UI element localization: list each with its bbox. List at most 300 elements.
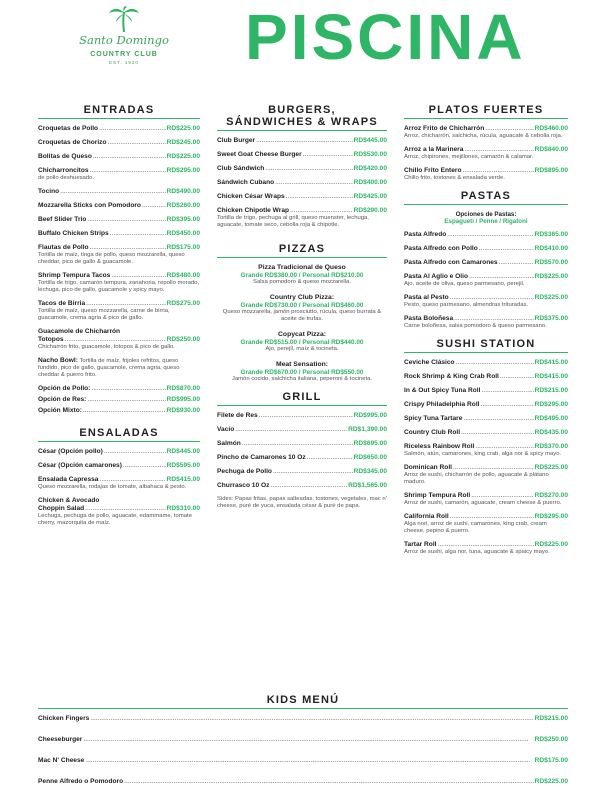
- menu-item-row: [38, 244, 200, 252]
- leader-dots: [454, 315, 534, 323]
- leader-dots: [500, 373, 534, 381]
- menu-item-price: RD$530.00: [353, 151, 387, 158]
- leader-dots: [242, 440, 353, 448]
- menu-item: [38, 462, 200, 470]
- menu-item: [38, 216, 200, 224]
- leader-dots: [485, 125, 533, 133]
- leader-dots: [87, 216, 165, 224]
- menu-item-desc: Carne boloñesa, salsa pomodoro & queso parmesano.: [404, 323, 547, 329]
- menu-item-row: [404, 146, 568, 154]
- section-divider: [38, 708, 568, 709]
- menu-item: [38, 230, 200, 238]
- menu-item-price: RD$410.00: [534, 245, 568, 252]
- platos-list: [404, 125, 568, 182]
- leader-dots: [456, 359, 534, 367]
- section-title-kids: KIDS MENÚ: [266, 694, 340, 706]
- menu-item-price: RD$290.00: [353, 207, 387, 214]
- pizza-item: [217, 264, 387, 286]
- section-title-ensaladas: ENSALADAS: [79, 427, 159, 439]
- menu-item-name: Chicken Fingers: [38, 715, 90, 722]
- section-title-platos: PLATOS FUERTES: [428, 104, 544, 116]
- menu-item-row: [38, 300, 200, 308]
- pastas-list: [404, 231, 568, 330]
- menu-item: [404, 146, 568, 161]
- leader-dots: [108, 139, 166, 147]
- menu-item-price: RD$480.00: [166, 272, 200, 279]
- menu-item-name: Pasta al Pesto: [404, 294, 449, 301]
- menu-item-row: [404, 315, 568, 323]
- menu-item: [217, 426, 387, 434]
- section-divider: [404, 118, 568, 119]
- menu-item-price: RD$460.00: [534, 125, 568, 132]
- menu-item-row: [404, 259, 568, 267]
- menu-item-price: RD$840.00: [534, 146, 568, 153]
- menu-item-guacamole: [38, 328, 200, 351]
- menu-item: [38, 300, 200, 322]
- menu-item-price: RD$225.00: [534, 778, 568, 785]
- leader-dots: [110, 230, 166, 238]
- menu-item-row: [217, 151, 387, 159]
- leader-dots: [104, 448, 166, 456]
- menu-item-row: [404, 125, 568, 133]
- section-divider: [217, 257, 387, 258]
- menu-item-name: Nacho Bowl:: [38, 357, 78, 364]
- menu-item: [404, 387, 568, 395]
- menu-item-row: [404, 401, 568, 409]
- pizza-name: Pizza Tradicional de Queso: [258, 264, 346, 271]
- menu-item-price: RD$415.00: [534, 373, 568, 380]
- menu-item-row: [38, 167, 200, 175]
- leader-dots: [290, 207, 353, 215]
- menu-item-name: Ceviche Clásico: [404, 359, 455, 366]
- menu-item-name: Club Burger: [217, 137, 256, 144]
- menu-item-row: [38, 188, 200, 196]
- leader-dots: [453, 464, 534, 472]
- menu-item-row: [38, 448, 200, 456]
- section-divider: [404, 352, 568, 353]
- logo-club-text: COUNTRY CLUB: [90, 51, 158, 58]
- menu-item-row: [38, 407, 200, 415]
- menu-item-price: RD$445.00: [353, 137, 387, 144]
- menu-item-name: Ensalada Capressa: [38, 476, 99, 483]
- menu-item-name: César (Opción camarones): [38, 462, 122, 469]
- menu-item-desc: Tortilla de trigo, pechuga al grill, queso muenster, lechuga, aguacate, tomate seco, cebolla roja & chipotle.: [217, 215, 369, 228]
- menu-item-desc: Pesto, queso parmesano, almendras trituradas.: [404, 302, 529, 308]
- menu-item-name: Tartar Roll: [404, 541, 437, 548]
- menu-item-row: [217, 137, 387, 145]
- pizza-desc: Ajo, perejil, maíz & tocineta.: [265, 346, 339, 352]
- leader-dots: [90, 715, 533, 723]
- menu-item-name: Totopos: [38, 336, 64, 343]
- menu-item-price: RD$695.00: [353, 440, 387, 447]
- section-title-sushi: SUSHI STATION: [436, 338, 536, 350]
- club-logo: [64, 6, 184, 65]
- menu-item-price: RD$490.00: [166, 188, 200, 195]
- menu-item-name: Opción de Pollo:: [38, 385, 91, 392]
- menu-item: [38, 188, 200, 196]
- leader-dots: [463, 415, 533, 423]
- leader-dots: [275, 179, 352, 187]
- menu-item-row: [404, 359, 568, 367]
- leader-dots: [256, 137, 353, 145]
- menu-item-price: RD$295.00: [534, 401, 568, 408]
- menu-item-name: César (Opción pollo): [38, 448, 103, 455]
- menu-item-name: Filete de Res: [217, 412, 258, 419]
- leader-dots: [307, 454, 353, 462]
- menu-item: [404, 443, 568, 458]
- leader-dots: [464, 146, 533, 154]
- menu-item-price: RD$365.00: [534, 231, 568, 238]
- menu-item-desc: Arroz, chicharrón, salchicha, rúcula, aguacate & cebolla roja.: [404, 133, 563, 139]
- menu-item-name: Pasta Alfredo con Pollo: [404, 245, 478, 252]
- pizza-desc: Salsa pomodoro & queso mozzarella.: [253, 279, 351, 285]
- page-title: PISCINA: [245, 1, 526, 73]
- menu-item-price: RD$250.00: [534, 736, 568, 743]
- menu-item: [217, 193, 387, 201]
- menu-item: [404, 541, 568, 556]
- pizzas-list: [217, 264, 387, 383]
- menu-item-price: RD$270.00: [534, 492, 568, 499]
- menu-item-row: [217, 426, 387, 434]
- menu-item: [217, 165, 387, 173]
- menu-item-name: Sándwich Cubano: [217, 179, 275, 186]
- menu-item: [217, 207, 387, 229]
- leader-dots: [259, 412, 353, 420]
- menu-item-choppin-salad: [38, 497, 200, 527]
- leader-dots: [90, 244, 166, 252]
- menu-item-row: [404, 541, 568, 549]
- menu-item-price: RD$225.00: [534, 464, 568, 471]
- menu-item-name: Mozzarella Sticks con Pomodoro: [38, 202, 141, 209]
- menu-item-row: [38, 736, 568, 744]
- leader-dots: [83, 736, 533, 744]
- menu-item-name: Opción de Res:: [38, 396, 87, 403]
- menu-item-name: Churrasco 10 Oz: [217, 482, 270, 489]
- palm-tree-icon: [107, 6, 141, 32]
- section-divider: [217, 405, 387, 406]
- menu-item-price: RD$425.00: [353, 193, 387, 200]
- leader-dots: [123, 462, 166, 470]
- menu-item: [404, 513, 568, 535]
- menu-item-row: [38, 202, 200, 210]
- leader-dots: [99, 476, 165, 484]
- menu-item-desc: Salmón, atún, camarones, king crab, alga nor & spicy mayo.: [404, 451, 562, 457]
- menu-item-desc: Arroz de sushi, camarón, aguacate, cream cheese & puerro.: [404, 500, 562, 506]
- menu-item: [217, 440, 387, 448]
- leader-dots: [447, 231, 533, 239]
- leader-dots: [438, 541, 534, 549]
- menu-item: [217, 137, 387, 145]
- menu-item-price: RD$225.00: [534, 541, 568, 548]
- pasta-options-label: Opciones de Pastas:: [455, 211, 517, 218]
- menu-item-price: RD$260.00: [166, 202, 200, 209]
- menu-item-name: Club Sándwich: [217, 165, 265, 172]
- menu-item-price: RD$225.00: [166, 125, 200, 132]
- menu-item-price: RD$995.00: [166, 396, 200, 403]
- menu-item-nacho-bowl: [38, 357, 200, 379]
- menu-item-name: Tacos de Birria: [38, 300, 86, 307]
- menu-item: [38, 407, 200, 415]
- menu-item-desc: Tortilla de trigo, camarón tempura, zanahoria, repollo morado, lechuga, pico de gallo, guacamole y spicy mayo.: [38, 280, 200, 293]
- menu-item-name: Buffalo Chicken Strips: [38, 230, 109, 237]
- menu-item: [38, 139, 200, 147]
- menu-item: [404, 401, 568, 409]
- menu-item-desc: Tortilla de maíz, queso mozzarella, carne de birria, guacamole, crema agria & pico de gallo.: [38, 308, 170, 321]
- menu-item-price: RD$250.00: [166, 336, 200, 343]
- menu-item-price: RD$175.00: [166, 244, 200, 251]
- menu-item-name: Arroz Frito de Chicharrón: [404, 125, 485, 132]
- pizza-price: Grande RD$730.00 / Personal RD$460.00: [240, 302, 364, 309]
- logo-est-text: EST. 1920: [109, 60, 139, 65]
- menu-item-row: [38, 476, 200, 484]
- menu-item-name: Chicken César Wraps: [217, 193, 285, 200]
- menu-item: [38, 167, 200, 182]
- leader-dots: [481, 387, 533, 395]
- pizza-item: [217, 361, 387, 383]
- menu-item-row: [404, 387, 568, 395]
- menu-item-row: [404, 294, 568, 302]
- menu-item-row: [38, 385, 200, 393]
- menu-item-name: Dominican Roll: [404, 464, 452, 471]
- menu-item-name: Opción Mixto:: [38, 407, 82, 414]
- pizza-name: Country Club Pizza:: [269, 294, 335, 301]
- menu-item: [404, 415, 568, 423]
- menu-item-price: RD$870.00: [166, 385, 200, 392]
- menu-item-name: Bolitas de Queso: [38, 153, 92, 160]
- menu-item: [217, 454, 387, 462]
- menu-item: [38, 757, 568, 765]
- menu-item: [217, 482, 387, 490]
- menu-item-row: [217, 193, 387, 201]
- leader-dots: [461, 429, 534, 437]
- menu-item-row: [38, 139, 200, 147]
- menu-item-price: RD$495.00: [534, 415, 568, 422]
- menu-item-row: [404, 443, 568, 451]
- menu-item-price: RD$310.00: [166, 505, 200, 512]
- menu-item-price: RD$1,390.00: [348, 426, 387, 433]
- menu-item-price: RD$345.00: [353, 468, 387, 475]
- menu-item-name: Salmón: [217, 440, 241, 447]
- menu-item-price: RD$570.00: [534, 259, 568, 266]
- menu-item: [404, 259, 568, 267]
- menu-item-row: [38, 153, 200, 161]
- menu-item-name: Pechuga de Pollo: [217, 468, 272, 475]
- menu-item-row: [217, 468, 387, 476]
- menu-item-name: Pasta Alfredo: [404, 231, 447, 238]
- menu-item: [38, 715, 568, 723]
- menu-item: [38, 476, 200, 491]
- menu-item-desc: Arroz de sushi, chicharrón de pollo, aguacate & plátano maduro.: [404, 472, 549, 485]
- section-title-burgers-2: SÁNDWICHES & WRAPS: [226, 116, 378, 128]
- menu-item-name: Vacío: [217, 426, 235, 433]
- leader-dots: [93, 153, 166, 161]
- menu-item: [404, 125, 568, 140]
- menu-item-price: RD$295.00: [166, 167, 200, 174]
- menu-item: [217, 468, 387, 476]
- section-title-burgers: BURGERS,: [268, 104, 336, 116]
- menu-item-price: RD$295.00: [534, 513, 568, 520]
- menu-item-row: [404, 245, 568, 253]
- menu-item: [38, 385, 200, 393]
- section-title-entradas: ENTRADAS: [83, 104, 155, 116]
- leader-dots: [469, 273, 534, 281]
- menu-item-name: Arroz a la Marinera: [404, 146, 464, 153]
- section-divider: [217, 130, 387, 131]
- section-divider: [38, 441, 200, 442]
- menu-item-name: Pasta Al Aglio e Olio: [404, 273, 468, 280]
- left-column: [38, 104, 200, 533]
- menu-item: [404, 231, 568, 239]
- menu-item: [404, 429, 568, 437]
- pizza-price: Grande RD$380.00 / Personal RD$210.00: [240, 272, 364, 279]
- leader-dots: [499, 259, 534, 267]
- menu-item-name: Chicharroncitos: [38, 167, 89, 174]
- menu-item-row: [404, 415, 568, 423]
- menu-item-name: Pasta Alfredo con Camarones: [404, 259, 498, 266]
- pasta-options-value: Espagueti / Penne / Rigatoni: [444, 218, 528, 225]
- leader-dots: [265, 165, 352, 173]
- menu-item-price: RD$245.00: [166, 139, 200, 146]
- menu-item-name: In & Out Spicy Tuna Roll: [404, 387, 481, 394]
- menu-item-row: [38, 757, 568, 765]
- menu-item-price: RD$400.00: [353, 179, 387, 186]
- leader-dots: [85, 757, 533, 765]
- menu-item-price: RD$370.00: [534, 443, 568, 450]
- leader-dots: [480, 401, 533, 409]
- pizza-name: Copycat Pizza:: [278, 331, 326, 338]
- leader-dots: [111, 272, 165, 280]
- menu-item-name: Pincho de Camarones 10 Oz: [217, 454, 306, 461]
- menu-item-price: RD$420.00: [353, 165, 387, 172]
- menu-item-row: [217, 179, 387, 187]
- menu-item-row: [404, 464, 568, 472]
- pizza-item: [217, 331, 387, 353]
- grill-list: [217, 412, 387, 490]
- menu-item-row: [404, 373, 568, 381]
- middle-column: [217, 104, 387, 510]
- leader-dots: [124, 778, 534, 786]
- menu-item-row: [217, 207, 387, 215]
- menu-item-row: [38, 462, 200, 470]
- menu-item-price: RD$895.00: [534, 167, 568, 174]
- menu-item-price: RD$275.00: [166, 300, 200, 307]
- menu-item-desc: Lechuga, pechuga de pollo, aguacate, edammame, tomate cherry, mazorquita de maíz.: [38, 513, 192, 526]
- menu-item-row: [217, 412, 387, 420]
- menu-item: [404, 359, 568, 367]
- menu-item: [404, 373, 568, 381]
- menu-item-row: [38, 216, 200, 224]
- menu-item-row: [38, 778, 568, 786]
- menu-item-row: [404, 513, 568, 521]
- section-title-pizzas: PIZZAS: [278, 243, 326, 255]
- burgers-list: [217, 137, 387, 229]
- menu-item-price: RD$445.00: [166, 448, 200, 455]
- section-title-grill: GRILL: [282, 391, 322, 403]
- leader-dots: [303, 151, 353, 159]
- section-divider: [38, 118, 200, 119]
- menu-item-name: Pasta Boloñesa: [404, 315, 454, 322]
- menu-item-row: [217, 440, 387, 448]
- pizza-desc: Queso mozzarella, jamón prosciutto, rúcula, queso burrata & aceite de trufas.: [222, 309, 382, 322]
- leader-dots: [86, 300, 165, 308]
- leader-dots: [87, 396, 165, 404]
- kids-menu: [38, 694, 568, 799]
- leader-dots: [99, 125, 166, 133]
- menu-item-price: RD$225.00: [534, 294, 568, 301]
- leader-dots: [479, 245, 534, 253]
- kids-list: [38, 715, 568, 786]
- menu-item-price: RD$375.00: [534, 315, 568, 322]
- section-divider: [404, 204, 568, 205]
- menu-item-row: [404, 492, 568, 500]
- leader-dots: [235, 426, 347, 434]
- menu-item-price: RD$215.00: [534, 715, 568, 722]
- menu-item: [38, 202, 200, 210]
- menu-item: [404, 245, 568, 253]
- leader-dots: [60, 188, 166, 196]
- entradas-list: [38, 125, 200, 322]
- menu-item: [217, 151, 387, 159]
- pizza-desc: Jamón cocido, salchicha italiana, peperoni & tocineta.: [231, 376, 373, 382]
- menu-item-price: RD$215.00: [534, 387, 568, 394]
- sushi-list: [404, 359, 568, 556]
- leader-dots: [270, 482, 347, 490]
- menu-item-name: Sweet Goat Cheese Burger: [217, 151, 302, 158]
- leader-dots: [90, 167, 166, 175]
- menu-item-price: RD$1,565.00: [348, 482, 387, 489]
- menu-item-price: RD$930.00: [166, 407, 200, 414]
- menu-item-name: Riceless Rainbow Roll: [404, 443, 475, 450]
- menu-item: [404, 167, 568, 182]
- menu-item-row: [217, 482, 387, 490]
- menu-item-name: Choppin Salad: [38, 505, 85, 512]
- leader-dots: [273, 468, 353, 476]
- menu-item-name: Beef Slider Trio: [38, 216, 87, 223]
- menu-item-name: Guacamole de Chicharrón: [38, 328, 121, 335]
- menu-item-row: [217, 454, 387, 462]
- grill-sides-note: Sides: Papas fritas, papas salteadas, tostones, vegetales, mac n' cheese, puré de yuca, ensalada césar & puré de papa.: [217, 496, 387, 509]
- leader-dots: [286, 193, 353, 201]
- menu-item-name: Tocino: [38, 188, 60, 195]
- menu-item: [217, 412, 387, 420]
- menu-item-row: [38, 272, 200, 280]
- menu-item-name: Crispy Philadelphia Roll: [404, 401, 480, 408]
- menu-item-name: Chillo Frito Entero: [404, 167, 462, 174]
- menu-item-name: Mac N' Cheese: [38, 757, 85, 764]
- menu-item-row: [38, 396, 200, 404]
- menu-item-name: Flautas de Pollo: [38, 244, 89, 251]
- logo-script-text: Santo Domingo: [79, 33, 169, 47]
- leader-dots: [475, 443, 533, 451]
- menu-item-price: RD$225.00: [166, 153, 200, 160]
- section-title-pastas: PASTAS: [460, 190, 512, 202]
- menu-item: [38, 736, 568, 744]
- menu-item-name: Croquetas de Chorizo: [38, 139, 107, 146]
- menu-item: [404, 315, 568, 330]
- pizza-price: Grande RD$515.00 / Personal RD$440.00: [240, 339, 364, 346]
- nacho-options-list: [38, 385, 200, 415]
- menu-item-name: Croquetas de Pollo: [38, 125, 99, 132]
- menu-item-desc: Arroz, chipirones, mejillones, camarón & calamar.: [404, 154, 534, 160]
- menu-item: [404, 294, 568, 309]
- menu-item: [38, 272, 200, 294]
- leader-dots: [91, 385, 165, 393]
- menu-item-desc: Chicharrón frito, guacamole, totopos & pico de gallo.: [38, 344, 175, 350]
- menu-item-name: Chicken Chipotle Wrap: [217, 207, 290, 214]
- menu-item-desc: de pollo deshuesado.: [38, 175, 95, 181]
- menu-item-name: Shrimp Tempura Tacos: [38, 272, 111, 279]
- menu-item-price: RD$395.00: [166, 216, 200, 223]
